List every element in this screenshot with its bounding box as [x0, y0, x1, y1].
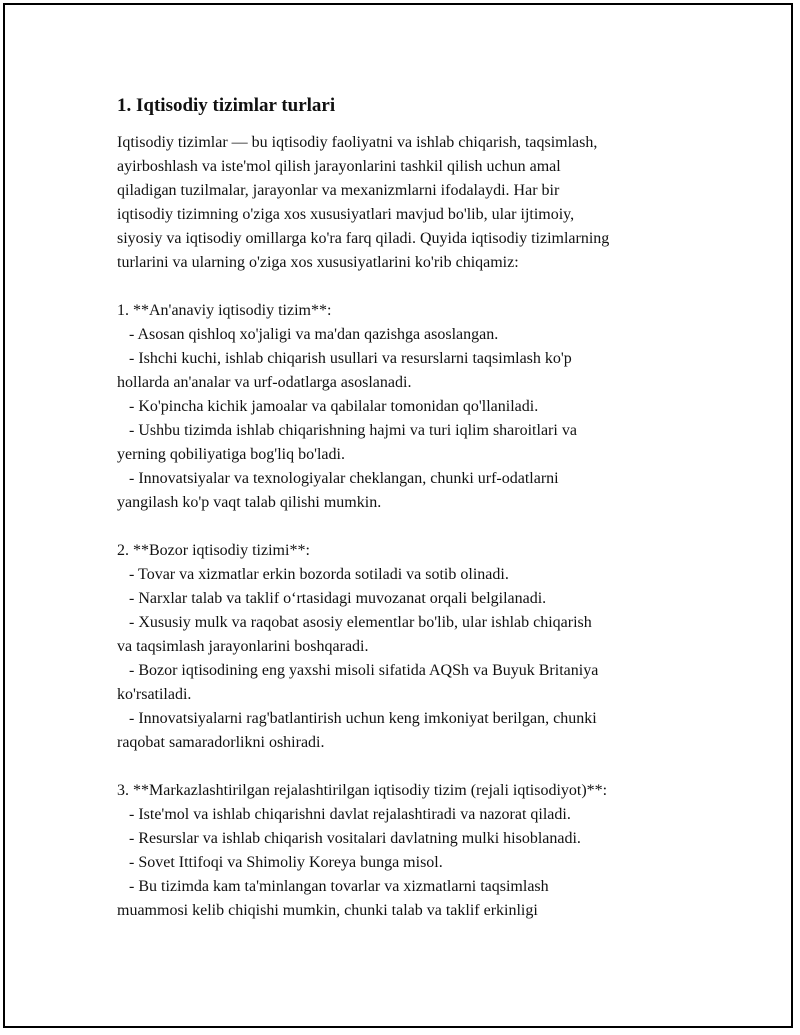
list-item: - Ushbu tizimda ishlab chiqarishning hajmi va turi iqlim sharoitlari va [117, 422, 577, 439]
section-traditional-economy [117, 299, 697, 515]
section-planned-economy [117, 779, 697, 923]
list-item: - Sovet Ittifoqi va Shimoliy Koreya bunga misol. [117, 854, 443, 871]
list-item: - Bozor iqtisodining eng yaxshi misoli sifatida AQSh va Buyuk Britaniya [117, 662, 599, 679]
list-item: muammosi kelib chiqishi mumkin, chunki talab va taklif erkinligi [117, 902, 538, 919]
list-item: - Resurslar va ishlab chiqarish vositalari davlatning mulki hisoblanadi. [117, 830, 581, 847]
list-item: - Bu tizimda kam ta'minlangan tovarlar va xizmatlarni taqsimlash [117, 878, 549, 895]
list-item: - Innovatsiyalar va texnologiyalar cheklangan, chunki urf-odatlarni [117, 470, 559, 487]
page-title: 1. Iqtisodiy tizimlar turlari [117, 95, 336, 116]
intro-line: iqtisodiy tizimning o'ziga xos xususiyatlari mavjud bo'lib, ular ijtimoiy, [117, 206, 575, 223]
list-item: - Iste'mol va ishlab chiqarishni davlat rejalashtiradi va nazorat qiladi. [117, 806, 571, 823]
list-item: - Ko'pincha kichik jamoalar va qabilalar tomonidan qo'llaniladi. [117, 398, 539, 415]
intro-line: qiladigan tuzilmalar, jarayonlar va mexanizmlarni ifodalaydi. Har bir [117, 182, 560, 199]
paragraph-gap [117, 515, 697, 539]
intro-line: Iqtisodiy tizimlar — bu iqtisodiy faoliyatni va ishlab chiqarish, taqsimlash, [117, 134, 598, 151]
paragraph-gap [117, 755, 697, 779]
intro-line: siyosiy va iqtisodiy omillarga ko'ra farq qiladi. Quyida iqtisodiy tizimlarning [117, 230, 610, 247]
list-item: va taqsimlash jarayonlarini boshqaradi. [117, 638, 369, 655]
list-item: ko'rsatiladi. [117, 686, 192, 703]
list-item: raqobat samaradorlikni oshiradi. [117, 734, 325, 751]
list-item: hollarda an'analar va urf-odatlarga asoslanadi. [117, 374, 412, 391]
paragraph-gap [117, 275, 697, 299]
list-item: - Xususiy mulk va raqobat asosiy elementlar bo'lib, ular ishlab chiqarish [117, 614, 592, 631]
list-item: - Asosan qishloq xo'jaligi va ma'dan qazishga asoslangan. [117, 326, 499, 343]
list-item: - Ishchi kuchi, ishlab chiqarish usullari va resurslarni taqsimlash ko'p [117, 350, 572, 367]
intro-line: ayirboshlash va iste'mol qilish jarayonlarini tashkil qilish uchun amal [117, 158, 561, 175]
section-heading: 2. **Bozor iqtisodiy tizimi**: [117, 542, 310, 559]
list-item: - Narxlar talab va taklif o‘rtasidagi muvozanat orqali belgilanadi. [117, 590, 547, 607]
list-item: - Innovatsiyalarni rag'batlantirish uchun keng imkoniyat berilgan, chunki [117, 710, 597, 727]
section-heading: 1. **An'anaviy iqtisodiy tizim**: [117, 302, 332, 319]
list-item: yerning qobiliyatiga bog'liq bo'ladi. [117, 446, 345, 463]
section-market-economy [117, 539, 697, 755]
intro-line: turlarini va ularning o'ziga xos xususiyatlarini ko'rib chiqamiz: [117, 254, 519, 271]
list-item: - Tovar va xizmatlar erkin bozorda sotiladi va sotib olinadi. [117, 566, 509, 583]
document-body [117, 92, 697, 923]
intro-paragraph [117, 131, 697, 275]
section-heading: 3. **Markazlashtirilgan rejalashtirilgan iqtisodiy tizim (rejali iqtisodiyot)**: [117, 782, 608, 799]
list-item: yangilash ko'p vaqt talab qilishi mumkin. [117, 494, 382, 511]
